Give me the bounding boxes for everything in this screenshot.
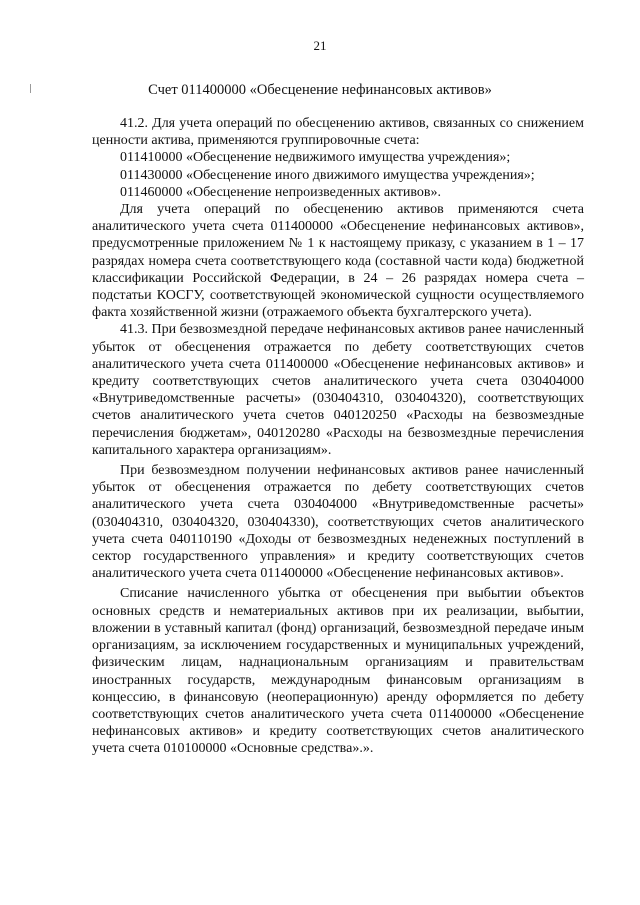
paragraph-41-2: 41.2. Для учета операций по обесценению активов, связанных со снижением ценности актива, применяются группировочные счета: [92, 116, 584, 149]
paragraph-41-3: 41.3. При безвозмездной передаче нефинансовых активов ранее начисленный убыток от обесценения отражается по дебету соответствующих счетов аналитического учета счета 011400000 «Обесценение нефинансовых активов» и кредиту соответствующих счетов аналитического учета счета 030404000 «Внутриведомственные расчеты» (030404310, 030404320), соответствующих счетов аналитического учета счетов 040120250 «Расходы на безвозмездные перечисления бюджетам», 040120280 «Расходы на безвозмездные перечисления капитального характера организациям». [92, 322, 584, 458]
paragraph-write-off: Списание начисленного убытка от обесценения при выбытии объектов основных средств и нематериальных активов при их реализации, выбытии, вложении в уставный капитал (фонд) организаций, безвозмездной передаче иным организациям, за исключением государственных и муниципальных учреждений, физическим лицам, наднациональным организациям и правительствам иностранных государств, международным финансовым организациям в концессию, в финансовую (неоперационную) аренду оформляется по дебету соответствующих счетов аналитического учета счета 011400000 «Обесценение нефинансовых активов» и кредиту соответствующих счетов аналитического учета счета 010100000 «Основные средства».». [92, 586, 584, 757]
paragraph-analytical-accounts: Для учета операций по обесценению активов применяются счета аналитического учета счета 011400000 «Обесценение нефинансовых активов», предусмотренные приложением № 1 к настоящему приказу, с указанием в 1 – 17 разрядах номера счета соответствующего кода (составной части кода) бюджетной классификации Российской Федерации, в 24 – 26 разрядах номера счета – подстатьи КОСГУ, соответствующей экономической сущности осуществляемого факта хозяйственной жизни (отражаемого объекта бухгалтерского учета). [92, 202, 584, 321]
paragraph-free-receipt: При безвозмездном получении нефинансовых активов ранее начисленный убыток от обесценения отражается по дебету соответствующих счетов аналитического учета счета 030404000 «Внутриведомственные расчеты» (030404310, 030404320, 030404330), соответствующих счетов аналитического учета счета 040110190 «Доходы от безвозмездных неденежных поступлений в сектор государственного управления» и кредиту соответствующих счетов аналитического учета счета 011400000 «Обесценение нефинансовых активов». [92, 463, 584, 582]
body-text [92, 115, 584, 758]
page-number: 21 [313, 38, 327, 53]
section-heading: Счет 011400000 «Обесценение нефинансовых активов» [148, 82, 492, 98]
account-011430000: 011430000 «Обесценение иного движимого имущества учреждения»; [120, 167, 535, 183]
account-011460000: 011460000 «Обесценение непроизведенных активов». [120, 184, 441, 200]
account-011410000: 011410000 «Обесценение недвижимого имущества учреждения»; [120, 150, 511, 166]
